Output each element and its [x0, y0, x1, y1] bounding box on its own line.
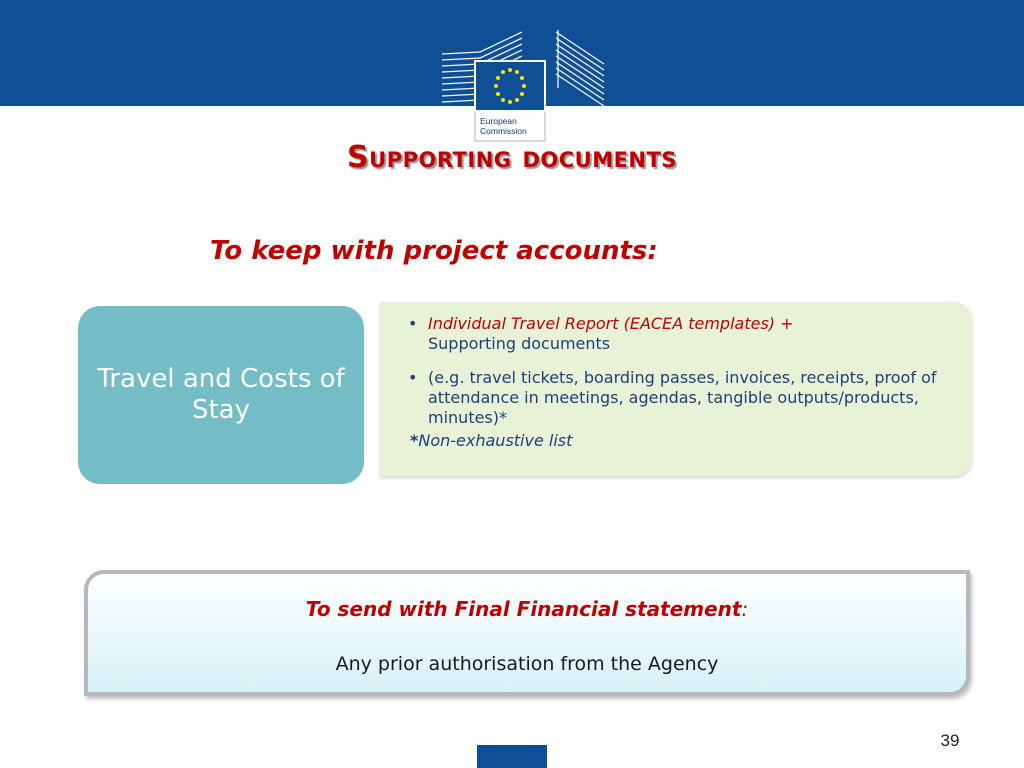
category-label: Travel and Costs of Stay — [97, 364, 345, 425]
details-panel — [380, 302, 972, 476]
page-number: 39 — [940, 731, 960, 750]
final-statement-box — [84, 570, 970, 696]
section-subtitle: To keep with project accounts: — [210, 236, 658, 266]
list-item — [406, 314, 952, 354]
examples-text: (e.g. travel tickets, boarding passes, invoices, receipts, proof of attendance in meetings, agendas, tangible outputs/products, minutes)* — [428, 368, 937, 427]
logo-line-2: Commission — [480, 126, 527, 136]
bullet-icon: • — [408, 368, 418, 387]
footnote-text: Non-exhaustive list — [418, 431, 573, 450]
logo-wordmark — [474, 112, 546, 142]
final-statement-title-text: To send with Final Financial statement — [305, 597, 742, 621]
footnote — [406, 431, 952, 451]
bullet-icon: • — [408, 314, 418, 333]
supporting-documents-text: Supporting documents — [428, 334, 611, 353]
footer-flag-strip — [477, 745, 547, 768]
page-title: Supporting documents — [347, 140, 677, 175]
final-statement-title — [88, 597, 966, 621]
logo-line-1: European — [480, 116, 517, 126]
final-statement-colon: : — [741, 597, 749, 621]
european-commission-logo — [440, 28, 610, 146]
category-box — [78, 306, 364, 484]
final-statement-text: Any prior authorisation from the Agency — [335, 653, 719, 675]
footnote-star: * — [410, 431, 419, 450]
eu-flag-icon — [474, 60, 546, 112]
list-item — [406, 368, 952, 428]
travel-report-text: Individual Travel Report (EACEA templates) + — [428, 314, 794, 333]
